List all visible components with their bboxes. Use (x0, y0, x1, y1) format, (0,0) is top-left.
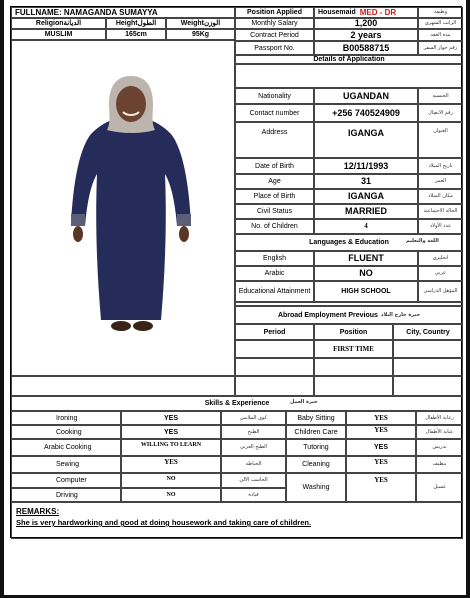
education-arabic: المؤهل الدراسي (418, 281, 463, 302)
passport-arabic: رقم جواز السفر (418, 41, 463, 55)
abroad-row1-city (393, 340, 463, 358)
skill-childcare-label: Children Care (286, 425, 346, 439)
address-value: IGANGA (314, 122, 418, 158)
contract-value: 2 years (314, 29, 418, 41)
abroad-row2-period (235, 358, 314, 376)
arabic-lang-arabic: عربي (418, 266, 463, 281)
english-label: English (235, 251, 314, 266)
abroad-row2-position (314, 358, 393, 376)
contact-value: +256 740524909 (314, 104, 418, 122)
skill-computer-arabic: الحاسب الآلي (221, 473, 286, 488)
languages-title (235, 234, 463, 251)
pob-arabic: مكان الميلاد (418, 189, 463, 204)
skill-washing-arabic: غسيل (416, 473, 463, 502)
skill-tutoring-label: Tutoring (286, 439, 346, 456)
english-value: FLUENT (314, 251, 418, 266)
skills-title-arabic: خبرة العمل (290, 399, 318, 405)
remarks-text: She is very hardworking and good at doing housework and taking care of children. (16, 518, 312, 527)
address-arabic: العنوان (418, 122, 463, 158)
age-value: 31 (314, 174, 418, 189)
skill-cooking-value: YES (121, 425, 221, 439)
applicant-photo (71, 74, 191, 334)
skill-driving-arabic: قيادة (221, 488, 286, 502)
skill-babysitting-label: Baby Sitting (286, 411, 346, 425)
weight-value: 95Kg (166, 29, 235, 40)
age-arabic: العمر (418, 174, 463, 189)
skill-washing-value: YES (346, 473, 416, 502)
skill-computer-value: NO (121, 473, 221, 488)
abroad-row2-city (393, 358, 463, 376)
skill-washing-label: Washing (286, 473, 346, 502)
skills-title-text: Skills & Experience (204, 400, 270, 407)
contract-arabic: مدة العقد (418, 29, 463, 41)
abroad-row1-period (235, 340, 314, 358)
civil-status-label: Civil Status (235, 204, 314, 219)
height-label: Heightالطول (106, 18, 166, 29)
arabic-lang-label: Arabic (235, 266, 314, 281)
religion-label: Religionالديانة (11, 18, 106, 29)
application-form (10, 6, 462, 538)
religion-value: MUSLIM (11, 29, 106, 40)
contact-label: Contact number (235, 104, 314, 122)
empty-row-a (235, 376, 314, 396)
skill-arabic-cooking-label: Arabic Cooking (11, 439, 121, 456)
fullname: FULLNAME: NAMAGANDA SUMAYYA (11, 7, 235, 18)
position-applied-label: Position Applied (235, 7, 314, 18)
skill-arabic-cooking-value: WILLING TO LEARN (121, 439, 221, 456)
salary-arabic: الراتب الشهري (418, 18, 463, 29)
skill-sewing-label: Sewing (11, 456, 121, 473)
abroad-col-period: Period (235, 324, 314, 340)
nationality-label: Nationality (235, 88, 314, 104)
skill-ironing-value: YES (121, 411, 221, 425)
skill-babysitting-arabic: رعاية الأطفال (416, 411, 463, 425)
abroad-row1-position: FIRST TIME (314, 340, 393, 358)
address-label: Address (235, 122, 314, 158)
skill-arabic-cooking-arabic: الطبخ العربي (221, 439, 286, 456)
dob-value: 12/11/1993 (314, 158, 418, 174)
details-title: Details of Application (235, 55, 463, 64)
abroad-title-arabic: خبرة خارج البلاد (380, 311, 421, 318)
children-arabic: عدد الأولاد (418, 219, 463, 234)
languages-title-arabic: اللغة والتعليم (406, 238, 439, 244)
skill-cooking-label: Cooking (11, 425, 121, 439)
skill-driving-value: NO (121, 488, 221, 502)
pob-value: IGANGA (314, 189, 418, 204)
skill-childcare-arabic: عناية الأطفال (416, 425, 463, 439)
age-label: Age (235, 174, 314, 189)
skill-driving-label: Driving (11, 488, 121, 502)
languages-title-text: Languages & Education (309, 239, 389, 246)
dob-label: Date of Birth (235, 158, 314, 174)
remarks-label: REMARKS: (16, 507, 60, 516)
skill-cleaning-label: Cleaning (286, 456, 346, 473)
skills-title (11, 396, 463, 411)
empty-row-c (393, 376, 463, 396)
civil-status-arabic: الحالة الاجتماعية (418, 204, 463, 219)
skill-tutoring-value: YES (346, 439, 416, 456)
skill-babysitting-value: YES (346, 411, 416, 425)
abroad-col-city: City, Country (393, 324, 463, 340)
salary-label: Monthly Salary (235, 18, 314, 29)
children-value: 4 (314, 219, 418, 234)
empty-row-left (11, 376, 235, 396)
position-applied-arabic: وظيفة (418, 7, 463, 18)
skill-cleaning-value: YES (346, 456, 416, 473)
skill-computer-label: Computer (11, 473, 121, 488)
skill-sewing-arabic: الخياطة (221, 456, 286, 473)
skill-cooking-arabic: الطبخ (221, 425, 286, 439)
skill-ironing-label: Ironing (11, 411, 121, 425)
weight-label: Weightالوزن (166, 18, 235, 29)
skill-cleaning-arabic: تنظيف (416, 456, 463, 473)
nationality-value: UGANDAN (314, 88, 418, 104)
children-label: No. of Children (235, 219, 314, 234)
empty-row-b (314, 376, 393, 396)
salary-value: 1,200 (314, 18, 418, 29)
abroad-title-text: Abroad Employment Previous (277, 311, 378, 319)
dob-arabic: تاريخ الميلاد (418, 158, 463, 174)
education-value: HIGH SCHOOL (314, 281, 418, 302)
skill-ironing-arabic: كوي الملابس (221, 411, 286, 425)
position-applied-value: Housemaid (314, 7, 418, 18)
english-arabic: انجليزي (418, 251, 463, 266)
agency-code: MED - DR (359, 7, 397, 17)
details-spacer (235, 64, 463, 88)
nationality-arabic: الجنسية (418, 88, 463, 104)
passport-label: Passport No. (235, 41, 314, 55)
abroad-col-position: Position (314, 324, 393, 340)
skill-childcare-value: YES (346, 425, 416, 439)
skill-tutoring-arabic: تدريس (416, 439, 463, 456)
civil-status-value: MARRIED (314, 204, 418, 219)
pob-label: Place of Birth (235, 189, 314, 204)
abroad-title (235, 306, 463, 324)
height-value: 165cm (106, 29, 166, 40)
arabic-lang-value: NO (314, 266, 418, 281)
contact-arabic: رقم الاتصال (418, 104, 463, 122)
passport-value: B00588715 (314, 41, 418, 55)
education-label: Educational Attainment (235, 281, 314, 302)
skill-sewing-value: YES (121, 456, 221, 473)
contract-label: Contract Period (235, 29, 314, 41)
